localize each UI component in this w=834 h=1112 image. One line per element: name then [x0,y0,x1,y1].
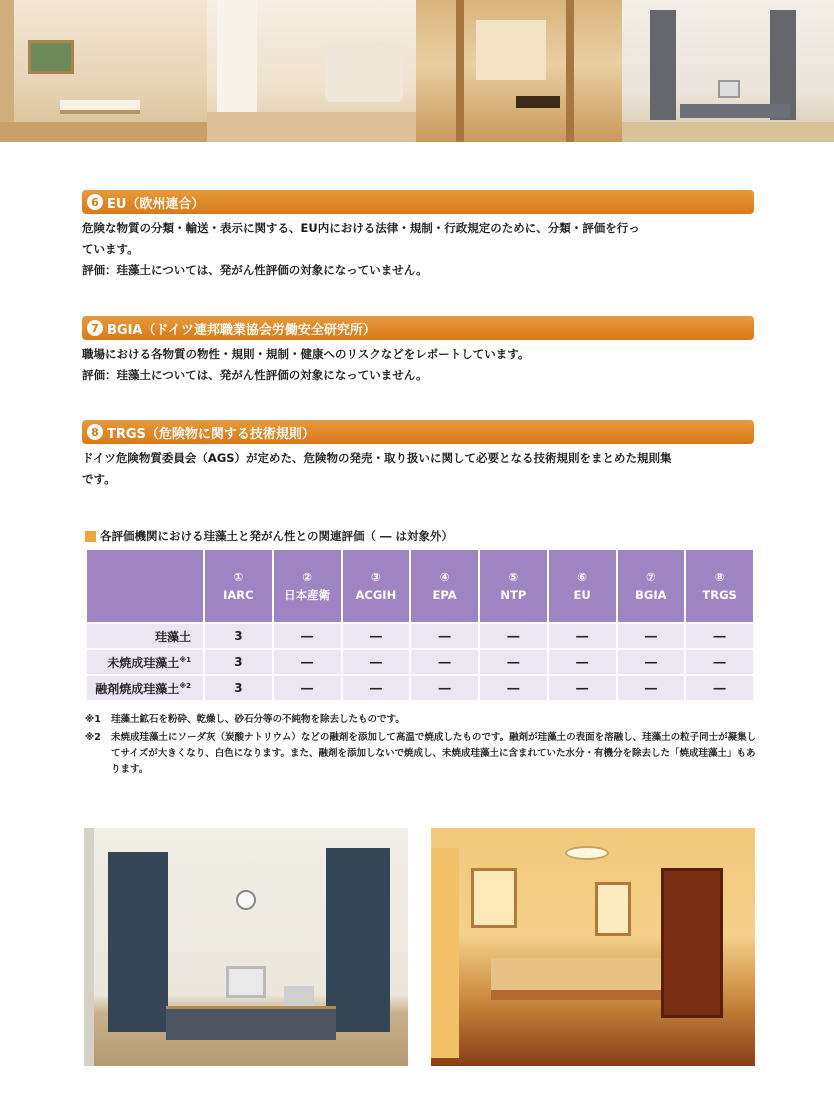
raised-tatami-platform [491,958,661,1000]
dark-door [650,10,676,120]
section-line: 危険な物質の分類・輸送・表示に関する、EU内における法律・規制・行政規定のために、分類・評価を行っ [82,221,640,235]
table-cell: ― [479,623,548,649]
column-number: ② [302,570,312,584]
japanese-room-photo [416,0,622,142]
wood-post [566,0,574,142]
table-cell: 3 [204,649,273,675]
section-header-bar [82,190,754,214]
tv-room-photo-large [84,828,408,1066]
section-body [82,448,754,490]
table-corner-cell [86,549,204,623]
section-title: EU（欧州連合） [107,196,205,212]
column-name: EPA [432,588,457,602]
column-header-iarc [204,549,273,623]
table-cell: ― [479,675,548,701]
column-number: ⑦ [646,570,656,584]
table-cell: ― [410,649,479,675]
column-name: EU [573,588,591,602]
wall-clock [236,890,256,910]
column-number: ⑧ [714,570,725,584]
table-row [86,623,754,649]
section-body [82,344,754,386]
tv-stand [680,104,790,118]
wood-floor [0,122,207,142]
table-cell: ― [273,623,342,649]
column-header-ntp [479,549,548,623]
title-square-icon [85,531,96,542]
column-name: NTP [500,588,527,602]
wall-edge [84,828,94,1066]
table-cell: ― [273,649,342,675]
section-number-badge: 6 [87,194,103,210]
row-label [86,675,204,701]
footnote [85,712,757,728]
table-cell: ― [342,649,411,675]
table-cell: ― [685,649,754,675]
table-cell: ― [410,623,479,649]
evaluation-table [85,548,755,702]
section-number-badge: 7 [87,320,103,336]
section-line: ています。 [82,242,139,256]
window-left [471,868,517,928]
section-trgs [82,420,754,490]
shoji-screen [476,20,546,80]
tv-stand [166,1006,336,1040]
top-photo-strip [0,0,834,142]
table-cell: ― [685,623,754,649]
table-title-text: 各評価機関における珪藻土と発がん性との関連評価（ ― は対象外） [100,529,454,543]
table-cell: ― [410,675,479,701]
table-cell: ― [617,623,686,649]
column-header-epa [410,549,479,623]
row-note-mark: ※1 [179,655,191,664]
section-bgia [82,316,754,386]
row-label-text: 珪藻土 [154,629,191,644]
ceiling-light [565,846,609,860]
column-number: ① [233,570,244,584]
sofa [325,42,403,102]
dark-door-left [108,852,168,1032]
row-label [86,649,204,675]
table-cell: 3 [204,623,273,649]
row-note-mark: ※2 [179,681,191,690]
bedroom-photo [431,828,755,1066]
table-cell: 3 [204,675,273,701]
closet [661,868,723,1018]
table-row [86,675,754,701]
wood-floor [207,112,416,142]
column-header-bgia [617,549,686,623]
column-name: ACGIH [355,588,397,602]
section-line: ドイツ危険物質委員会（AGS）が定めた、危険物の発売・取り扱いに関して必要となる技術規則をまとめた規則集 [82,451,672,465]
table-cell: ― [685,675,754,701]
footnote-text: 珪藻土鉱石を粉砕、乾燥し、砂石分等の不純物を除去したものです。 [111,714,405,725]
column-number: ⑤ [508,570,519,584]
curtain [431,848,459,1058]
table-cell: ― [479,649,548,675]
low-table [516,96,560,108]
wall-painting [28,40,74,74]
footnote-text: 未焼成珪藻土にソーダ灰（炭酸ナトリウム）などの融剤を添加して高温で焼成したものです。融剤が珪藻土の表面を溶融し、珪藻土の粒子同士が凝集してサイズが大きくなり、白色になります。また、融剤を添加しないで焼成し、未焼成珪藻土に含まれていた水分・有機分を除去した「焼成珪藻土」もあります。 [111,732,757,775]
column-number: ④ [439,570,450,584]
section-line: です。 [82,472,116,486]
wood-floor [622,122,834,142]
table-title [85,528,453,544]
section-header-bar [82,316,754,340]
row-label-text: 未焼成珪藻土 [107,655,180,670]
table-row [86,649,754,675]
section-number-badge: 8 [87,424,103,440]
footnote-mark: ※2 [85,732,101,743]
section-eu [82,190,754,281]
table-cell: ― [548,649,617,675]
section-line: 評価：珪藻土については、発がん性評価の対象になっていません。 [82,368,428,382]
table-cell: ― [273,675,342,701]
table-cell: ― [548,675,617,701]
tv-monitor [226,966,266,998]
section-title: BGIA（ドイツ連邦職業協会労働安全研究所） [107,322,376,338]
row-label [86,623,204,649]
column-header-jsoh [273,549,342,623]
column-number: ⑥ [577,570,587,584]
column-header-acgih [342,549,411,623]
section-body [82,218,754,281]
dark-door-right [326,848,390,1032]
living-room-photo [0,0,207,142]
footnote [85,730,757,778]
footnotes [85,712,757,778]
section-line: 職場における各物質の物性・規則・規制・健康へのリスクなどをレポートしています。 [82,347,530,361]
table-cell: ― [617,649,686,675]
section-title: TRGS（危険物に関する技術規則） [107,426,315,442]
section-line: 評価：珪藻土については、発がん性評価の対象になっていません。 [82,263,428,277]
table-cell: ― [342,675,411,701]
wood-post [456,0,464,142]
sofa-room-photo [207,0,416,142]
column-name: TRGS [702,588,737,602]
tv-monitor [718,80,740,98]
window-right [595,882,631,936]
wall-pillar [0,0,14,142]
table-cell: ― [548,623,617,649]
column-name: BGIA [635,588,667,602]
row-label-text: 融剤焼成珪藻土 [95,681,180,696]
audio-system [284,986,314,1008]
tv-room-photo [622,0,834,142]
footnote-mark: ※1 [85,714,101,725]
table-header-row [86,549,754,623]
section-header-bar [82,420,754,444]
table-cell: ― [617,675,686,701]
column-header-eu [548,549,617,623]
column-header-trgs [685,549,754,623]
low-table [60,100,140,114]
table-cell: ― [342,623,411,649]
column-number: ③ [371,570,381,584]
column-name: 日本産衛 [284,588,331,602]
column-name: IARC [223,588,254,602]
